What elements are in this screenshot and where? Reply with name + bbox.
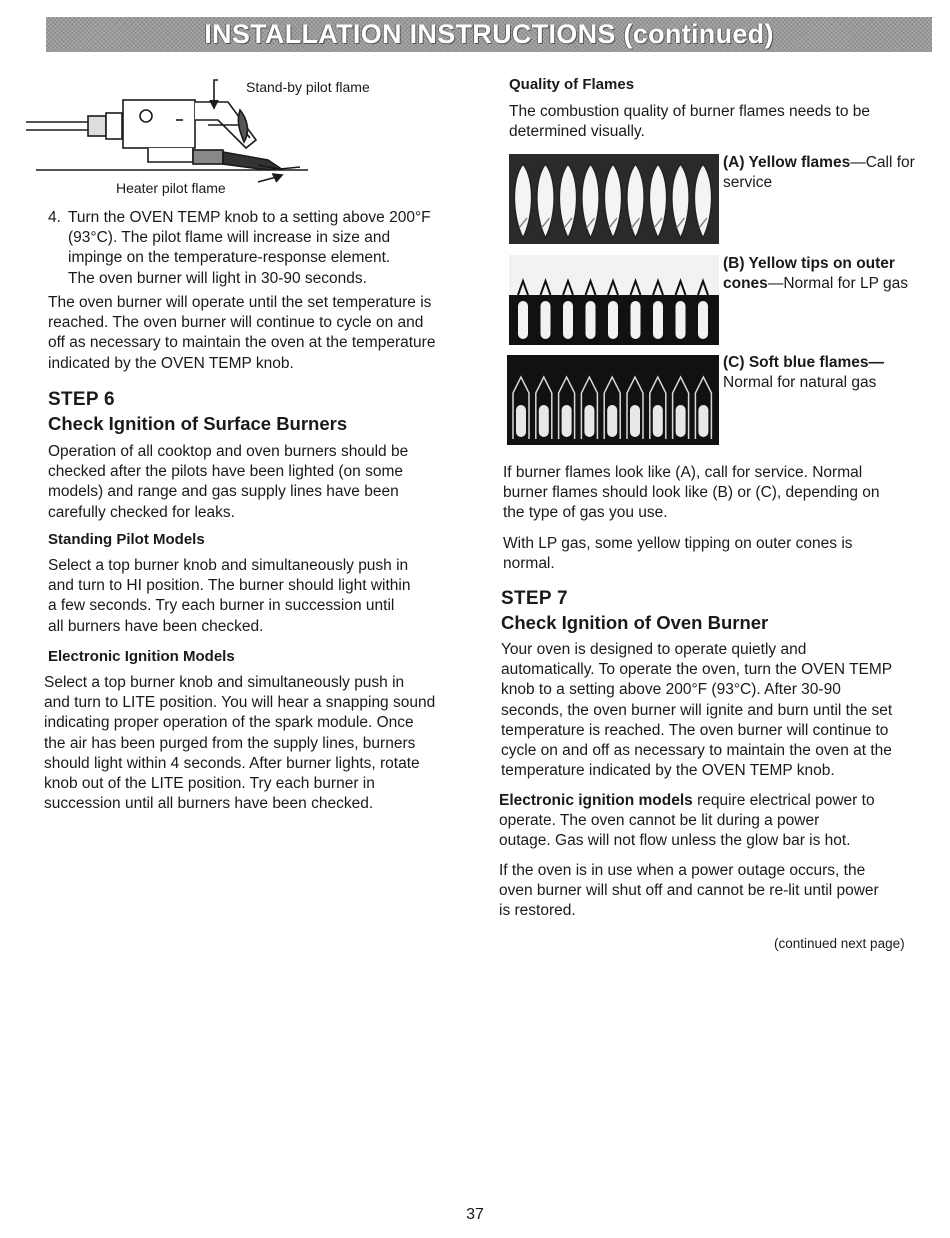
flame-tip bbox=[586, 281, 596, 295]
flame-shape bbox=[627, 164, 644, 238]
flame-core bbox=[676, 405, 686, 437]
yellow-tipped-flames-illustration bbox=[509, 255, 719, 345]
flame-core bbox=[539, 405, 549, 437]
paragraph-line: off as necessary to maintain the oven at the temperature bbox=[48, 334, 436, 352]
label-standby-pilot: Stand-by pilot flame bbox=[246, 79, 370, 95]
flame-core bbox=[653, 405, 663, 437]
flame-a-caption bbox=[723, 153, 933, 193]
flame-core bbox=[630, 405, 640, 437]
flame-shape bbox=[694, 164, 711, 238]
flame-b-title: (B) Yellow tips on outer bbox=[723, 255, 895, 272]
flame-tip bbox=[541, 281, 551, 295]
flame-shape bbox=[604, 164, 621, 238]
flame-shape bbox=[559, 164, 576, 238]
flame-tip bbox=[608, 281, 618, 295]
flame-a-desc-line2: service bbox=[723, 174, 773, 192]
item-4-line: (93°C). The pilot flame will increase in size and bbox=[68, 229, 391, 247]
flames-explanation-paragraph bbox=[503, 463, 923, 524]
paragraph-line: seconds, the oven burner will ignite and burn until the set bbox=[501, 701, 893, 719]
paragraph-line: the air has been purged from the supply lines, burners bbox=[44, 734, 416, 752]
flame-a-title: (A) Yellow flames bbox=[723, 154, 851, 171]
paragraph-line: is restored. bbox=[499, 902, 576, 920]
flame-shape bbox=[537, 164, 554, 238]
standing-pilot-heading: Standing Pilot Models bbox=[48, 531, 205, 548]
paragraph-line: Select a top burner knob and simultaneously push in bbox=[44, 674, 405, 691]
paragraph-line: a few seconds. Try each burner in succession until bbox=[48, 597, 395, 615]
paragraph-line: temperature indicated by the OVEN TEMP knob. bbox=[501, 762, 835, 780]
quality-paragraph bbox=[509, 102, 919, 142]
paragraph-line: Select a top burner knob and simultaneously push in bbox=[48, 557, 409, 574]
paragraph-line: carefully checked for leaks. bbox=[48, 503, 235, 521]
paragraph-line: The combustion quality of burner flames needs to be bbox=[509, 103, 871, 120]
flame-shape bbox=[649, 164, 666, 238]
paragraph-line: temperature is reached. The oven burner will continue to bbox=[501, 721, 889, 739]
flame-cone bbox=[586, 301, 596, 339]
flame-c-caption bbox=[723, 353, 933, 393]
paragraph-line: determined visually. bbox=[509, 123, 645, 141]
paragraph-line: and turn to LITE position. You will hear a snapping sound bbox=[44, 694, 436, 712]
soft-blue-flames-illustration bbox=[507, 355, 719, 445]
flame-core bbox=[698, 405, 708, 437]
flame-shape bbox=[672, 164, 689, 238]
paragraph-line: normal. bbox=[503, 555, 555, 573]
paragraph-line: indicated by the OVEN TEMP knob. bbox=[48, 354, 294, 372]
step-7-label: STEP 7 bbox=[501, 588, 568, 609]
standing-pilot-paragraph bbox=[48, 556, 468, 637]
label-heater-pilot: Heater pilot flame bbox=[116, 180, 226, 196]
item-4-line: The oven burner will light in 30-90 seconds. bbox=[68, 269, 367, 287]
step-7-title: Check Ignition of Oven Burner bbox=[501, 612, 769, 633]
lp-gas-paragraph bbox=[503, 534, 923, 574]
paragraph-line: With LP gas, some yellow tipping on outer cones is bbox=[503, 535, 853, 552]
step-6-title: Check Ignition of Surface Burners bbox=[48, 413, 348, 434]
flame-tip bbox=[698, 281, 708, 295]
page-number: 37 bbox=[466, 1206, 484, 1223]
continued-next-page: (continued next page) bbox=[774, 936, 905, 951]
flame-shape bbox=[514, 164, 531, 238]
electronic-ignition-rest: require electrical power to bbox=[692, 792, 875, 809]
flame-b-title-cont: cones bbox=[723, 275, 768, 293]
item-4-text bbox=[68, 208, 468, 289]
flame-c-title: (C) Soft blue flames— bbox=[723, 354, 885, 371]
flame-core bbox=[584, 405, 594, 437]
paragraph-line: Operation of all cooktop and oven burners should be bbox=[48, 443, 409, 460]
yellow-flames-illustration bbox=[509, 154, 719, 244]
flame-tip bbox=[676, 281, 686, 295]
flame-cone bbox=[653, 301, 663, 339]
paragraph-line: Your oven is designed to operate quietly and bbox=[501, 641, 807, 658]
flame-b-desc: —Normal for LP gas bbox=[767, 275, 908, 293]
step-6-label: STEP 6 bbox=[48, 389, 115, 410]
section-banner bbox=[46, 17, 932, 52]
paragraph-line: checked after the pilots have been lighted (on some bbox=[48, 463, 404, 481]
paragraph-line: indicating proper operation of the spark module. Once bbox=[44, 714, 414, 732]
step-6-paragraph bbox=[48, 442, 468, 523]
paragraph-line: the type of gas you use. bbox=[503, 504, 668, 522]
flame-cone bbox=[676, 301, 686, 339]
electronic-ignition-heading: Electronic Ignition Models bbox=[48, 648, 235, 665]
flame-cone bbox=[698, 301, 708, 339]
electronic-ignition-note bbox=[499, 791, 924, 852]
oven-operate-paragraph bbox=[48, 293, 468, 374]
paragraph-line: automatically. To operate the oven, turn the OVEN TEMP bbox=[501, 661, 893, 679]
item-4-line: Turn the OVEN TEMP knob to a setting above 200°F bbox=[68, 209, 431, 226]
paragraph-line: If burner flames look like (A), call for service. Normal bbox=[503, 464, 863, 481]
flame-a-desc: —Call for bbox=[850, 154, 915, 171]
flame-photo-b-yellow-tips bbox=[509, 255, 719, 345]
item-4-number: 4. bbox=[48, 209, 61, 226]
paragraph-line: operate. The oven cannot be lit during a power bbox=[499, 812, 820, 830]
paragraph-line: cycle on and off as necessary to maintain the oven at the bbox=[501, 742, 892, 760]
item-4-line: impinge on the temperature-response element. bbox=[68, 249, 391, 267]
electronic-ignition-bold: Electronic ignition models bbox=[499, 792, 693, 809]
paragraph-line: oven burner will shut off and cannot be re-lit until power bbox=[499, 882, 879, 900]
flame-c-desc: Normal for natural gas bbox=[723, 374, 877, 392]
flame-cone bbox=[518, 301, 528, 339]
flame-b-caption bbox=[723, 254, 933, 294]
flame-cone bbox=[608, 301, 618, 339]
paragraph-line: and turn to HI position. The burner should light within bbox=[48, 577, 411, 595]
flame-core bbox=[562, 405, 572, 437]
flame-shape bbox=[582, 164, 599, 238]
flame-cone bbox=[563, 301, 573, 339]
paragraph-line: knob to a setting above 200°F (93°C). After 30-90 bbox=[501, 681, 841, 699]
electronic-ignition-paragraph bbox=[44, 673, 469, 814]
flame-core bbox=[516, 405, 526, 437]
flame-photo-a-yellow bbox=[509, 154, 719, 244]
flame-tip bbox=[653, 281, 663, 295]
paragraph-line: The oven burner will operate until the set temperature is bbox=[48, 294, 432, 311]
paragraph-line: all burners have been checked. bbox=[48, 617, 264, 635]
paragraph-line: If the oven is in use when a power outage occurs, the bbox=[499, 862, 866, 879]
paragraph-line: should light within 4 seconds. After burner lights, rotate bbox=[44, 754, 420, 772]
flame-tip bbox=[631, 281, 641, 295]
paragraph-line: reached. The oven burner will continue to cycle on and bbox=[48, 314, 424, 332]
flame-cone bbox=[541, 301, 551, 339]
flame-photo-c-soft-blue bbox=[507, 355, 719, 445]
flame-tip bbox=[563, 281, 573, 295]
paragraph-line: succession until all burners have been checked. bbox=[44, 795, 374, 813]
flame-core bbox=[607, 405, 617, 437]
flame-tip bbox=[518, 281, 528, 295]
flame-cone bbox=[631, 301, 641, 339]
paragraph-line: outage. Gas will not flow unless the glow bar is hot. bbox=[499, 832, 851, 850]
step-7-paragraph bbox=[501, 640, 926, 781]
paragraph-line: knob out of the LITE position. Try each burner in bbox=[44, 775, 375, 793]
pilot-diagram bbox=[18, 70, 438, 200]
power-outage-paragraph bbox=[499, 861, 924, 922]
quality-of-flames-heading: Quality of Flames bbox=[509, 76, 635, 93]
paragraph-line: models) and range and gas supply lines have been bbox=[48, 483, 399, 501]
banner-title: INSTALLATION INSTRUCTIONS (continued) bbox=[204, 19, 774, 49]
paragraph-line: burner flames should look like (B) or (C), depending on bbox=[503, 484, 880, 502]
